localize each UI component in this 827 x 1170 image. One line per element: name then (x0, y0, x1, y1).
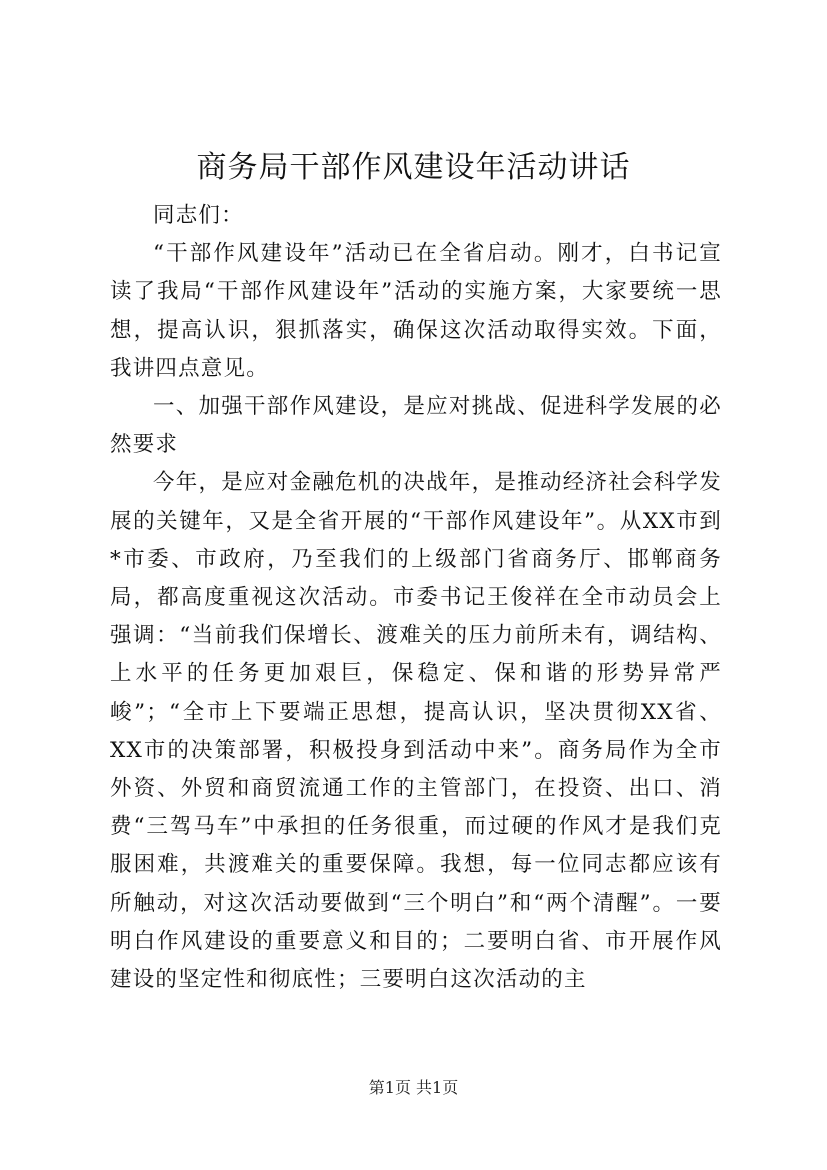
document-title: 商务局干部作风建设年活动讲话 (196, 150, 631, 185)
body-paragraph: 今年，是应对金融危机的决战年，是推动经济社会科学发展的关键年，又是全省开展的“干部作风建设年”。从XX市到*市委、市政府，乃至我们的上级部门省商务厅、邯郸商务局，都高度重视这次活动。市委书记王俊祥在全市动员会上强调：“当前我们保增长、渡难关的压力前所未有，调结构、上水平的任务更加艰巨，保稳定、保和谐的形势异常严峻”；“全市上下要端正思想，提高认识，坚决贯彻XX省、XX市的决策部署，积极投身到活动中来”。商务局作为全市外资、外贸和商贸流通工作的主管部门，在投资、出口、消费“三驾马车”中承担的任务很重，而过硬的作风才是我们克服困难，共渡难关的重要保障。我想，每一位同志都应该有所触动，对这次活动要做到“三个明白”和“两个清醒”。一要明白作风建设的重要意义和目的；二要明白省、市开展作风建设的坚定性和彻底性；三要明白这次活动的主 (110, 470, 722, 993)
section-heading-paragraph: 一、加强干部作风建设，是应对挑战、促进科学发展的必然要求 (110, 394, 722, 458)
salutation-paragraph: 同志们： (153, 203, 244, 228)
document-body (110, 197, 722, 999)
intro-paragraph: “干部作风建设年”活动已在全省启动。刚才，白书记宣读了我局“干部作风建设年”活动的实施方案，大家要统一思想，提高认识，狠抓落实，确保这次活动取得实效。下面，我讲四点意见。 (110, 241, 722, 381)
page-number-footer: 第1页 共1页 (368, 1078, 459, 1097)
